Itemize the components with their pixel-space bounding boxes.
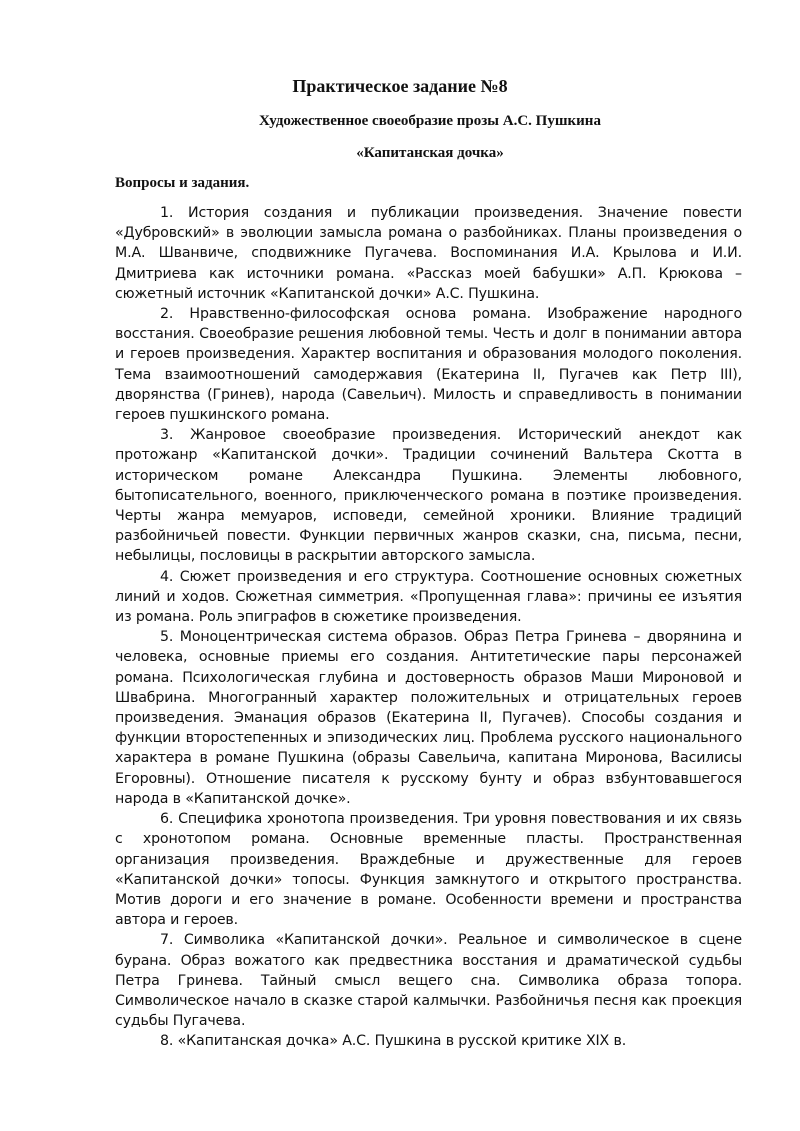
question-item-3: 3. Жанровое своеобразие произведения. Исторический анекдот как протожанр «Капитанской дочки». Традиции сочинений Вальтера Скотта в историческом романе Александра Пушкина. Элементы любовного, бытописательного, военного, приключенческого романа в поэтике произведения. Черты жанра мемуаров, исповеди, семейной хроники. Влияние традиций разбойничьей повести. Функции первичных жанров сказки, сна, письма, песни, небылицы, пословицы в раскрытии авторского замысла. [115,427,742,565]
question-item-4: 4. Сюжет произведения и его структура. Соотношение основных сюжетных линий и ходов. Сюжетная симметрия. «Пропущенная глава»: причины ее изъятия из романа. Роль эпиграфов в сюжетике произведения. [115,568,742,626]
question-item-2: 2. Нравственно-философская основа романа. Изображение народного восстания. Своеобразие решения любовной темы. Честь и долг в понимании автора и героев произведения. Характер воспитания и образования молодого поколения. Тема взаимоотношений самодержавия (Екатерина II, Пугачев как Петр III), дворянства (Гринев), народа (Савельич). Милость и справедливость в понимании героев пушкинского романа. [115,306,742,424]
question-item-6: 6. Специфика хронотопа произведения. Три уровня повествования и их связь с хронотопом романа. Основные временные пласты. Пространственная организация произведения. Враждебные и дружественные для героев «Капитанской дочки» топосы. Функция замкнутого и открытого пространства. Мотив дороги и его значение в романе. Особенности времени и пространства автора и героев. [115,811,742,929]
question-item-5: 5. Моноцентрическая система образов. Образ Петра Гринева – дворянина и человека, основные приемы его создания. Антитетические пары персонажей романа. Психологическая глубина и достоверность образов Маши Мироновой и Швабрина. Многогранный характер положительных и отрицательных героев произведения. Эманация образов (Екатерина II, Пугачев). Способы создания и функции второстепенных и эпизодических лиц. Проблема русского национального характера в романе Пушкина (образы Савельича, капитана Миронова, Василисы Егоровны). Отношение писателя к русскому бунту и образ взбунтовавшегося народа в «Капитанской дочке». [115,629,742,807]
page-subtitle: Художественное своеобразие прозы А.С. Пушкина [259,113,601,129]
question-item-8: 8. «Капитанская дочка» А.С. Пушкина в русской критике XIX в. [160,1033,627,1050]
section-heading: Вопросы и задания. [115,175,250,191]
question-item-7: 7. Символика «Капитанской дочки». Реальное и символическое в сцене бурана. Образ вожатого как предвестника восстания и драматической судьбы Петра Гринева. Тайный смысл вещего сна. Символика образа топора. Символическое начало в сказке старой калмычки. Разбойничья песня как проекция судьбы Пугачева. [115,932,742,1030]
work-title: «Капитанская дочка» [356,145,504,161]
questions-list [115,203,742,1052]
page-title: Практическое задание №8 [292,76,508,96]
question-item-1: 1. История создания и публикации произведения. Значение повести «Дубровский» в эволюции замысла романа о разбойниках. Планы произведения о М.А. Шванвиче, сподвижнике Пугачева. Воспоминания И.А. Крылова и И.И. Дмитриева как источники романа. «Рассказ моей бабушки» А.П. Крюкова – сюжетный источник «Капитанской дочки» А.С. Пушкина. [115,205,742,302]
